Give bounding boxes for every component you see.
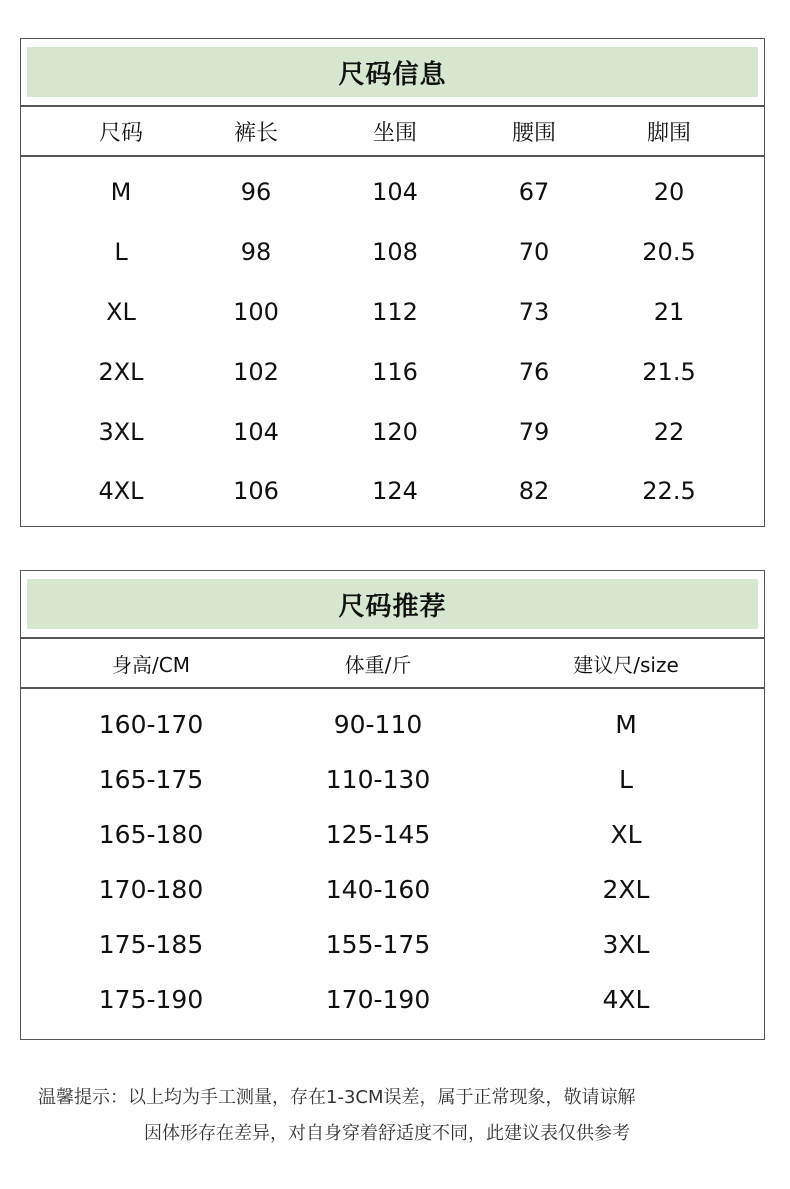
cell-weight: 90-110 [333,709,423,739]
table-row [21,471,764,511]
header-pants-length: 裤长 [233,120,278,146]
cell-hip: 120 [372,418,418,446]
cell-waist: 79 [518,418,550,446]
cell-weight: 125-145 [325,819,431,849]
cell-weight: 170-190 [325,984,431,1014]
size-info-title: 尺码信息 [27,47,758,97]
table-row [21,924,764,964]
table-row [21,232,764,272]
size-info-table [20,38,765,527]
cell-leg-opening: 21 [653,298,685,326]
cell-size: 4XL [98,477,144,505]
cell-leg-opening: 20 [653,178,685,206]
cell-size: M [110,178,132,206]
size-recommendation-title: 尺码推荐 [27,579,758,629]
cell-suggested-size: 4XL [602,984,650,1014]
cell-weight: 155-175 [325,929,431,959]
cell-waist: 70 [518,238,550,266]
cell-suggested-size: XL [610,819,642,849]
divider [21,687,764,689]
cell-suggested-size: 2XL [602,874,650,904]
cell-size: L [114,238,128,266]
cell-suggested-size: L [619,764,633,794]
table-row [21,704,764,744]
table-row [21,979,764,1019]
cell-waist: 76 [518,358,550,386]
cell-pants-length: 104 [233,418,279,446]
table-row [21,412,764,452]
table-row [21,352,764,392]
header-weight: 体重/斤 [344,652,412,677]
cell-leg-opening: 20.5 [642,238,696,266]
cell-hip: 112 [372,298,418,326]
header-size: 尺码 [98,120,143,146]
header-hip: 坐围 [372,120,417,146]
cell-pants-length: 98 [240,238,272,266]
cell-pants-length: 102 [233,358,279,386]
cell-pants-length: 96 [240,178,272,206]
divider [21,155,764,157]
table-row [21,814,764,854]
table-row [21,292,764,332]
cell-hip: 104 [372,178,418,206]
cell-height: 175-190 [98,984,204,1014]
header-waist: 腰围 [511,120,556,146]
cell-waist: 82 [518,477,550,505]
cell-waist: 73 [518,298,550,326]
cell-suggested-size: 3XL [602,929,650,959]
cell-height: 170-180 [98,874,204,904]
cell-height: 175-185 [98,929,204,959]
cell-size: 2XL [98,358,144,386]
cell-pants-length: 106 [233,477,279,505]
note-line-1: 温馨提示：以上均为手工测量，存在1-3CM误差，属于正常现象，敬请谅解 [38,1087,636,1108]
header-suggested-size: 建议尺/size [573,652,679,677]
table-row [21,172,764,212]
cell-waist: 67 [518,178,550,206]
cell-weight: 140-160 [325,874,431,904]
header-leg-opening: 脚围 [646,120,691,146]
cell-size: 3XL [98,418,144,446]
cell-pants-length: 100 [233,298,279,326]
cell-leg-opening: 22.5 [642,477,696,505]
cell-suggested-size: M [615,709,637,739]
cell-hip: 116 [372,358,418,386]
cell-height: 160-170 [98,709,204,739]
cell-height: 165-180 [98,819,204,849]
cell-size: XL [106,298,136,326]
cell-hip: 124 [372,477,418,505]
size-recommendation-table [20,570,765,1040]
size-info-header-row [21,107,764,155]
note-line-2: 因体形存在差异，对自身穿着舒适度不同，此建议表仅供参考 [144,1123,630,1144]
header-height: 身高/CM [112,652,190,677]
size-recommendation-header-row [21,639,764,687]
cell-hip: 108 [372,238,418,266]
table-row [21,759,764,799]
cell-height: 165-175 [98,764,204,794]
table-row [21,869,764,909]
cell-leg-opening: 21.5 [642,358,696,386]
cell-leg-opening: 22 [653,418,685,446]
cell-weight: 110-130 [325,764,431,794]
